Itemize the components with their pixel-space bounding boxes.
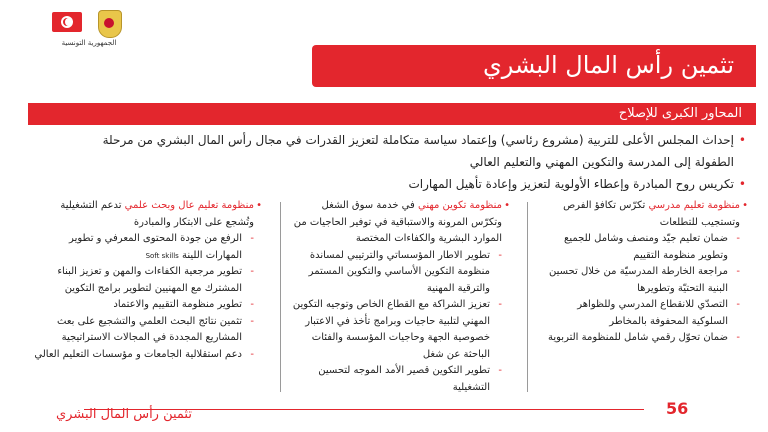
list-item: - تطوير الاطار المؤسساتي والترتيبي لمساندة منظومة التكوين الأساسي والتكوين المستمر والترقية المهنية [308,249,502,294]
bullet-continuation [40,151,746,173]
page-number: 56 [666,399,689,418]
higher-education-column [30,198,262,403]
list-item: - ضمان تحوّل رقمي شامل للمنظومة التربوية [547,332,740,343]
list-item: - مراجعة الخارطة المدرسيّة من خلال تحسين البنية التحتيّة وتطويرها [548,266,740,294]
main-bullets [40,129,746,195]
bullet-icon: • [738,133,746,147]
bullet-text: إحداث المجلس الأعلى للتربية (مشروع رئاسي) وإعتماد سياسة متكاملة لتعزيز القدرات في مجال رأس المال البشري من مرحلة [102,133,734,147]
soft-skills-label: Soft skills [145,251,179,260]
footer-title: تثمين رأس المال البشري [56,407,192,422]
vocational-training-column [292,198,510,403]
bullet-icon: • [738,177,746,191]
list-item: - تطوير مرجعية الكفاءات والمهن و تعزيز البناء المشترك مع المهنيين لتطوير برامج التكوين [57,266,254,294]
tunisia-flag-icon [52,12,82,32]
school-education-column [540,198,748,403]
column-heading: • منظومة تكوين مهني في خدمة سوق الشغل وتكرّس المرونة والاستباقية في توفير الحاجيات من الموارد البشرية والكفاءات المختصة [293,200,510,244]
list-item: - تطوير التكوين قصير الأمد الموجه لتحسين التشغيلية [318,365,502,393]
list-item: - ضمان تعليم جيّد ومنصف وشامل للجميع وتطوير منظومة التقييم [564,233,740,261]
republic-label: الجمهورية التونسية [61,39,117,47]
title-bar [312,45,756,87]
list-item: - تطوير منظومة التقييم والاعتماد [113,299,254,310]
section-title: المحاور الكبرى للإصلاح [618,106,742,121]
coat-of-arms-icon [98,10,122,38]
column-divider [527,202,528,392]
section-bar [28,103,756,125]
list-item: - تعزيز الشراكة مع القطاع الخاص وتوجيه التكوين المهني لتلبية حاجيات وبرامج تأخذ في الاعتبار خصوصية الجهة وحاجيات المؤسسة والفئات الباحثة عن شغل [292,299,502,360]
list-item: - دعم استقلالية الجامعات و مؤسسات التعليم العالي [34,348,254,360]
bullet-text: الطفولة إلى المدرسة والتكوين المهني والتعليم العالي [469,155,734,169]
page-title: تثمين رأس المال البشري [482,51,734,79]
list-item: - التصدّي للانقطاع المدرسي وللظواهر السلوكية المحفوفة بالمخاطر [577,299,740,327]
reform-columns [30,198,748,403]
logo-area [48,8,128,54]
bullet-item [40,129,746,151]
column-heading: • منظومة تعليم مدرسي تكرّس تكافؤ الفرص وتستجيب للتطلعات [563,200,748,228]
list-item: - تثمين نتائج البحث العلمي والتشجيع على بعث المشاريع المجددة في المجالات الاستراتيجية [57,315,254,343]
bullet-text: تكريس روح المبادرة وإعطاء الأولوية لتعزيز وإعادة تأهيل المهارات [408,177,734,191]
column-divider [280,202,281,392]
column-heading: • منظومة تعليم عال وبحث علمي تدعم التشغيلية وتُشجع على الابتكار والمبادرة [60,200,262,228]
bullet-item [40,173,746,195]
list-item: - الرفع من جودة المحتوى المعرفي و تطوير المهارات اللينة Soft skills [69,233,254,261]
